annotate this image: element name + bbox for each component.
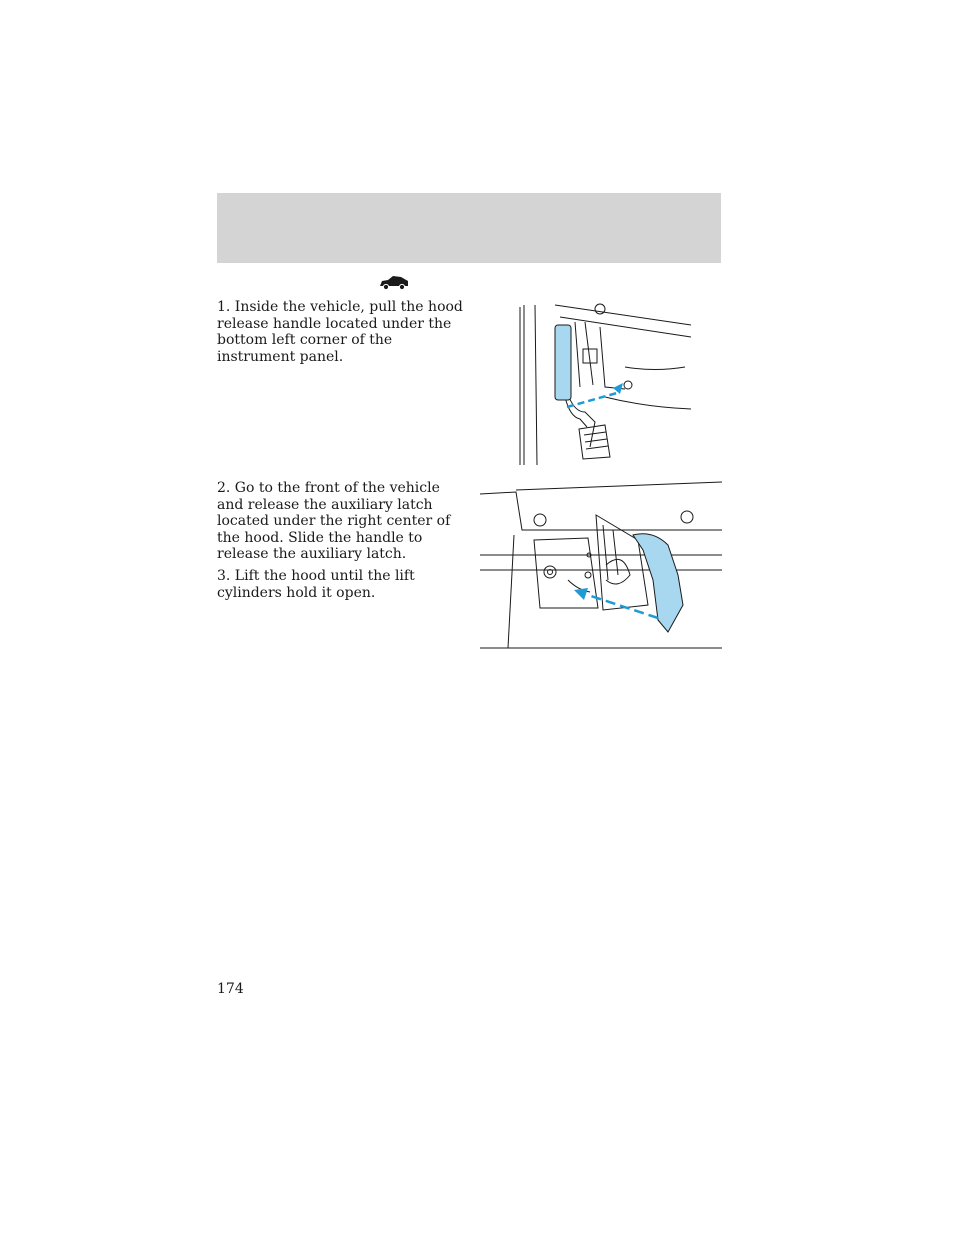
page-number: 174 [217,981,244,997]
hood-icon [378,274,410,294]
auxiliary-latch-illustration [478,480,724,650]
step-3-text: 3. Lift the hood until the lift cylinders hold it open. [217,568,415,601]
step-1-text: 1. Inside the vehicle, pull the hood release handle located under the bottom left corner of the instrument panel. [217,299,463,365]
step-2-text: 2. Go to the front of the vehicle and release the auxiliary latch located under the right center of the hood. Slide the handle to release the auxiliary latch. [217,480,451,562]
section-header-band [217,193,721,263]
hood-release-handle-illustration [515,297,695,467]
